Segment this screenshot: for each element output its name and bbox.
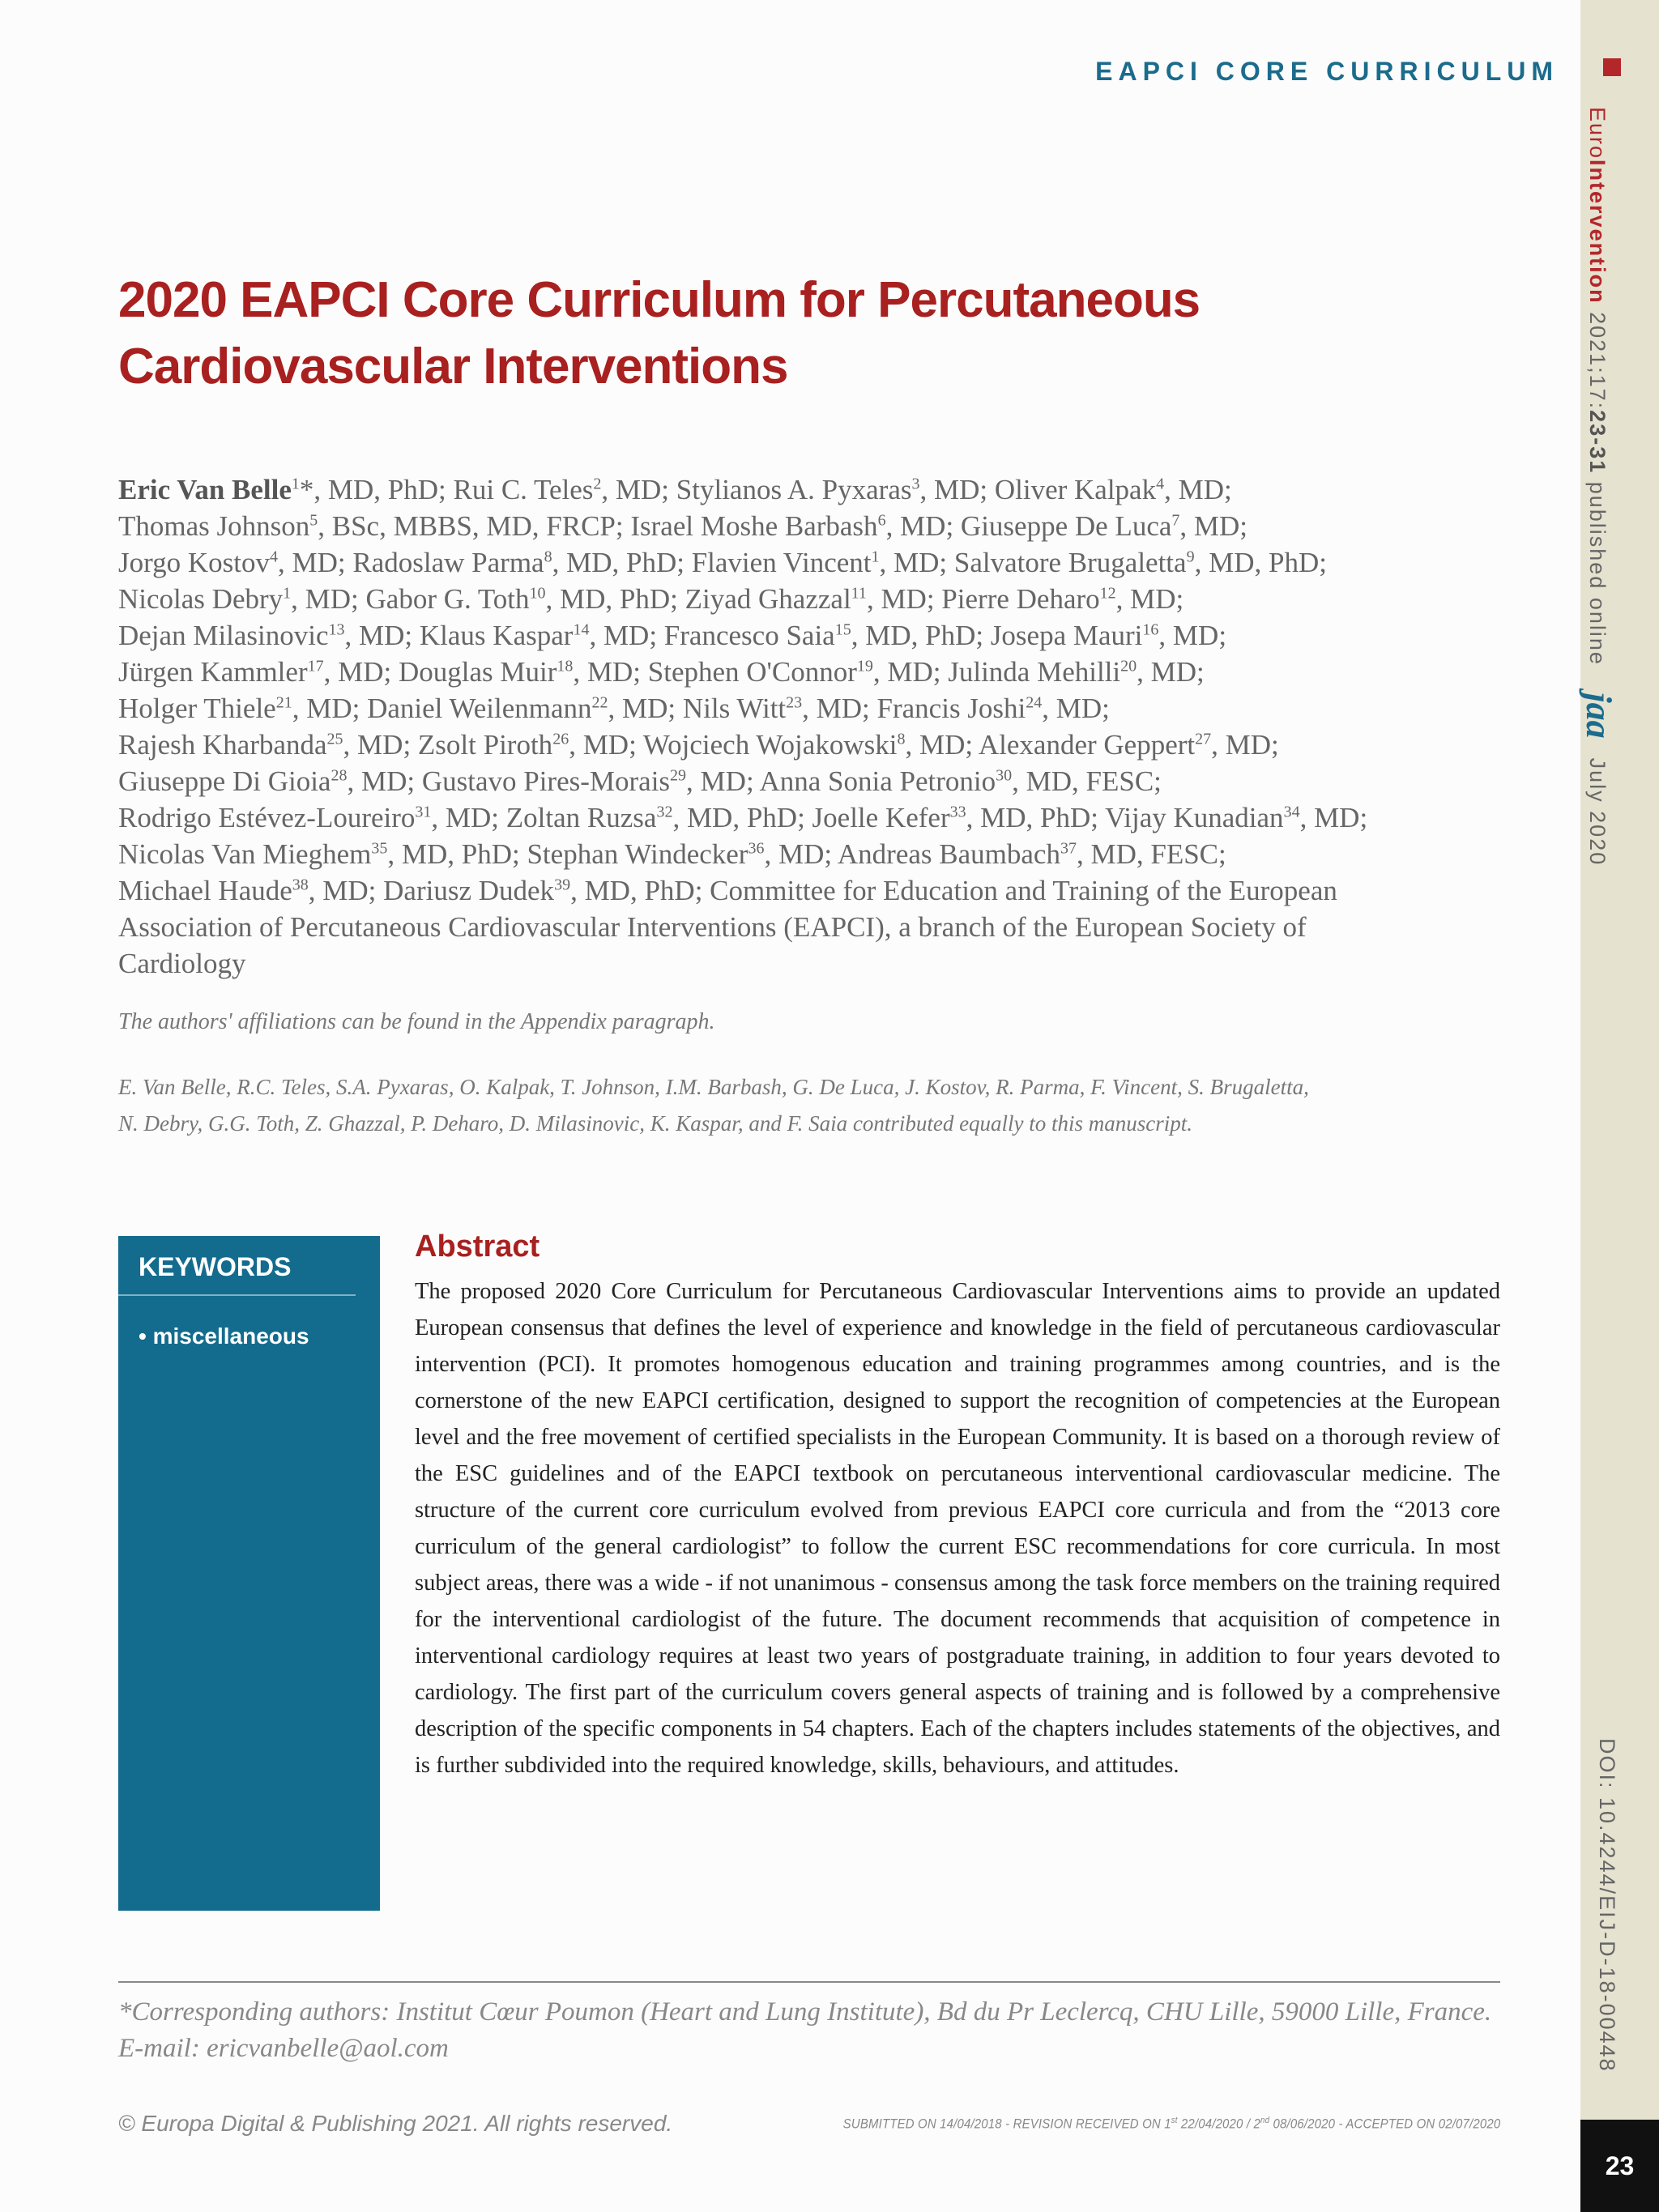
author-text: , MD, PhD; bbox=[1194, 547, 1327, 578]
author-text: , MD, PhD; Stephan Windecker bbox=[387, 838, 748, 870]
affiliation-marker: 16 bbox=[1142, 620, 1159, 639]
copyright: © Europa Digital & Publishing 2021. All rights reserved. bbox=[118, 2111, 673, 2136]
affiliation-marker: 2 bbox=[593, 475, 602, 493]
corresponding-address: *Corresponding authors: Institut Cœur Poumon (Heart and Lung Institute), Bd du Pr Leclercq, CHU Lille, 59000 Lille, France. bbox=[118, 1997, 1492, 2027]
author-text: , MD; Giuseppe De Luca bbox=[885, 510, 1172, 542]
affiliation-marker: 1 bbox=[283, 584, 292, 603]
author-text: , MD; bbox=[1299, 802, 1368, 833]
affiliation-marker: 39 bbox=[554, 876, 571, 894]
affiliation-marker: 7 bbox=[1171, 511, 1180, 530]
author-text: Association of Percutaneous Cardiovascular Interventions (EAPCI), a branch of the European Society of bbox=[118, 911, 1307, 943]
author-line bbox=[118, 836, 1512, 872]
author-text: , MD; Zsolt Piroth bbox=[343, 729, 553, 761]
author-line bbox=[118, 909, 1512, 945]
affiliation-marker: 9 bbox=[1186, 548, 1195, 566]
author-text: , MD; Gabor G. Toth bbox=[291, 583, 530, 615]
author-line bbox=[118, 690, 1512, 727]
keyword-item[interactable]: • miscellaneous bbox=[139, 1323, 309, 1349]
contrib-line-2: N. Debry, G.G. Toth, Z. Ghazzal, P. Deharo, D. Milasinovic, K. Kaspar, and F. Saia contributed equally to this manuscript. bbox=[118, 1111, 1193, 1136]
author-text: , MD; bbox=[1158, 620, 1227, 651]
affiliation-marker: 4 bbox=[270, 548, 279, 566]
author-text: , MD, FESC; bbox=[1076, 838, 1226, 870]
affiliation-marker: 18 bbox=[557, 657, 574, 676]
affiliation-marker: 37 bbox=[1060, 839, 1077, 858]
affiliation-marker: 8 bbox=[544, 548, 552, 566]
author-text: , MD; Klaus Kaspar bbox=[344, 620, 574, 651]
author-text: Rodrigo Estévez-Loureiro bbox=[118, 802, 416, 833]
author-text: , MD; Salvatore Brugaletta bbox=[879, 547, 1187, 578]
author-text: , MD, PhD; Vijay Kunadian bbox=[966, 802, 1284, 833]
author-text: , MD, PhD; Ziyad Ghazzal bbox=[545, 583, 851, 615]
journal-prefix: Euro bbox=[1585, 107, 1610, 160]
author-text: , MD; Julinda Mehilli bbox=[872, 656, 1121, 688]
journal-citation bbox=[1578, 107, 1619, 866]
author-text: , BSc, MBBS, MD, FRCP; Israel Moshe Barbash bbox=[318, 510, 878, 542]
corresponding-author bbox=[118, 1994, 1544, 2067]
affiliation-marker: 28 bbox=[331, 766, 348, 785]
author-text: , MD; Wojciech Wojakowski bbox=[569, 729, 898, 761]
author-line bbox=[118, 544, 1512, 581]
author-text: , MD; Zoltan Ruzsa bbox=[431, 802, 657, 833]
page-number: 23 bbox=[1580, 2120, 1659, 2212]
journal-sidebar bbox=[1580, 0, 1659, 2212]
affiliations-note: The authors' affiliations can be found in the Appendix paragraph. bbox=[118, 1009, 715, 1034]
author-text: , MD; bbox=[1115, 583, 1184, 615]
author-text: Thomas Johnson bbox=[118, 510, 310, 542]
abstract-title: Abstract bbox=[415, 1230, 540, 1264]
author-text: , MD; Radoslaw Parma bbox=[278, 547, 544, 578]
author-text: , MD; Andreas Baumbach bbox=[764, 838, 1060, 870]
author-text: *, MD, PhD; Rui C. Teles bbox=[299, 474, 594, 505]
affiliation-marker: 30 bbox=[996, 766, 1013, 785]
author-text: Michael Haude bbox=[118, 875, 292, 906]
author-text: Nicolas Debry bbox=[118, 583, 284, 615]
affiliation-marker: 36 bbox=[748, 839, 765, 858]
submitted-sup-2: nd bbox=[1260, 2116, 1269, 2125]
author-line bbox=[118, 945, 1512, 982]
author-text: , MD, PhD; Joelle Kefer bbox=[672, 802, 950, 833]
author-text: , MD, PhD; Committee for Education and Training of the European bbox=[570, 875, 1337, 906]
author-text: Nicolas Van Mieghem bbox=[118, 838, 372, 870]
author-text: , MD; Anna Sonia Petronio bbox=[686, 765, 996, 797]
affiliation-marker: 35 bbox=[371, 839, 388, 858]
footer-divider bbox=[118, 1981, 1500, 1983]
affiliation-marker: 17 bbox=[307, 657, 324, 676]
title-line-2: Cardiovascular Interventions bbox=[118, 339, 788, 394]
keywords-divider bbox=[118, 1294, 356, 1296]
author-line bbox=[118, 654, 1512, 690]
author-text: , MD; Stylianos A. Pyxaras bbox=[601, 474, 912, 505]
doi-text: DOI: 10.4244/EIJ-D-18-00448 bbox=[1595, 1738, 1619, 2073]
affiliation-marker: 19 bbox=[856, 657, 873, 676]
author-line bbox=[118, 471, 1512, 508]
author-text: , MD; bbox=[1164, 474, 1232, 505]
author-text: , MD; Stephen O'Connor bbox=[573, 656, 857, 688]
author-line bbox=[118, 508, 1512, 544]
publication-date: July 2020 bbox=[1585, 757, 1610, 867]
affiliation-marker: 24 bbox=[1026, 693, 1043, 712]
affiliation-marker: 23 bbox=[786, 693, 803, 712]
affiliation-marker: 1 bbox=[871, 548, 880, 566]
affiliation-marker: 15 bbox=[834, 620, 851, 639]
affiliation-marker: 10 bbox=[529, 584, 546, 603]
author-text: , MD, FESC; bbox=[1012, 765, 1162, 797]
author-line bbox=[118, 872, 1512, 909]
jaa-logo-icon: jaa bbox=[1579, 693, 1618, 739]
author-text: , MD; Oliver Kalpak bbox=[919, 474, 1157, 505]
author-list bbox=[118, 471, 1512, 982]
affiliation-marker: 29 bbox=[670, 766, 687, 785]
author-text: Dejan Milasinovic bbox=[118, 620, 329, 651]
author-line bbox=[118, 617, 1512, 654]
author-text: , MD; Douglas Muir bbox=[323, 656, 557, 688]
affiliation-marker: 14 bbox=[573, 620, 590, 639]
article-title bbox=[118, 267, 1414, 400]
affiliation-marker: 1 bbox=[291, 475, 300, 493]
submitted-sup-1: st bbox=[1171, 2116, 1178, 2125]
submitted-part-c: 08/06/2020 - ACCEPTED ON 02/07/2020 bbox=[1269, 2116, 1500, 2132]
affiliation-marker: 33 bbox=[949, 803, 966, 821]
author-text: Cardiology bbox=[118, 948, 246, 979]
author-text: , MD; bbox=[1137, 656, 1205, 688]
affiliation-marker: 3 bbox=[911, 475, 920, 493]
citation-volume: 2021;17: bbox=[1585, 304, 1610, 411]
journal-name: Intervention bbox=[1585, 160, 1610, 305]
author-text: Jorgo Kostov bbox=[118, 547, 271, 578]
author-text: Eric Van Belle bbox=[118, 474, 292, 505]
author-text: , MD; Dariusz Dudek bbox=[308, 875, 555, 906]
author-text: Jürgen Kammler bbox=[118, 656, 308, 688]
author-text: , MD; Alexander Geppert bbox=[905, 729, 1196, 761]
keywords-box bbox=[118, 1236, 380, 1911]
affiliation-marker: 34 bbox=[1283, 803, 1300, 821]
affiliation-marker: 12 bbox=[1099, 584, 1116, 603]
author-text: , MD; Daniel Weilenmann bbox=[292, 693, 592, 724]
author-text: Holger Thiele bbox=[118, 693, 276, 724]
affiliation-marker: 26 bbox=[552, 730, 569, 748]
submission-dates bbox=[842, 2116, 1500, 2133]
abstract-body: The proposed 2020 Core Curriculum for Percutaneous Cardiovascular Interventions aims to provide an updated European consensus that defines the level of experience and knowledge in the field of percutaneous cardiovascular intervention (PCI). It promotes homogenous education and training programmes among countries, and is the cornerstone of the new EAPCI certification, designed to support the recognition of competencies at the European level and the free movement of certified specialists in the European Community. It is based on a thorough review of the ESC guidelines and of the EAPCI textbook on percutaneous interventional cardiovascular medicine. The structure of the current core curriculum evolved from previous EAPCI core curricula and from the “2013 core curriculum of the general cardiologist” to follow the current ESC recommendations for core curricula. In most subject areas, there was a wide - if not unanimous - consensus among the task force members on the training required for the interventional cardiologist of the future. The document recommends that acquisition of competence in interventional cardiology requires at least two years of postgraduate training, in addition to four years devoted to cardiology. The first part of the curriculum covers general aspects of training and is followed by a comprehensive description of the specific components in 54 chapters. Each of the chapters includes statements of the objectives, and is further subdivided into the required knowledge, skills, behaviours, and attitudes. bbox=[415, 1279, 1500, 1778]
affiliation-marker: 31 bbox=[415, 803, 432, 821]
affiliation-marker: 25 bbox=[326, 730, 343, 748]
equal-contribution-note bbox=[118, 1069, 1536, 1142]
author-text: , MD; Nils Witt bbox=[608, 693, 787, 724]
author-line bbox=[118, 727, 1512, 763]
affiliation-marker: 4 bbox=[1156, 475, 1165, 493]
affiliation-marker: 11 bbox=[851, 584, 867, 603]
affiliation-marker: 13 bbox=[328, 620, 345, 639]
author-text: , MD; bbox=[1211, 729, 1279, 761]
section-header: EAPCI CORE CURRICULUM bbox=[1095, 57, 1559, 86]
submitted-part-b: 22/04/2020 / 2 bbox=[1177, 2116, 1260, 2132]
author-text: , MD, PhD; Flavien Vincent bbox=[552, 547, 872, 578]
author-text: , MD; Francesco Saia bbox=[589, 620, 835, 651]
submitted-part-a: SUBMITTED ON 14/04/2018 - REVISION RECEIVED ON 1 bbox=[842, 2116, 1171, 2132]
contrib-line-1: E. Van Belle, R.C. Teles, S.A. Pyxaras, O. Kalpak, T. Johnson, I.M. Barbash, G. De Luca, J. Kostov, R. Parma, F. Vincent, S. Brugaletta, bbox=[118, 1075, 1309, 1099]
author-line bbox=[118, 581, 1512, 617]
author-text: Giuseppe Di Gioia bbox=[118, 765, 331, 797]
author-text: , MD; bbox=[1179, 510, 1248, 542]
affiliation-marker: 22 bbox=[591, 693, 608, 712]
affiliation-marker: 21 bbox=[275, 693, 292, 712]
affiliation-marker: 5 bbox=[309, 511, 318, 530]
affiliation-marker: 27 bbox=[1195, 730, 1212, 748]
author-text: , MD; Pierre Deharo bbox=[866, 583, 1100, 615]
affiliation-marker: 6 bbox=[877, 511, 886, 530]
author-text: , MD; bbox=[1042, 693, 1110, 724]
corresponding-email[interactable]: E-mail: ericvanbelle@aol.com bbox=[118, 2034, 449, 2063]
published-online: published online bbox=[1585, 474, 1610, 674]
author-text: , MD; Francis Joshi bbox=[802, 693, 1026, 724]
affiliation-marker: 20 bbox=[1120, 657, 1137, 676]
citation-pages: 23-31 bbox=[1585, 410, 1610, 475]
author-text: Rajesh Kharbanda bbox=[118, 729, 327, 761]
author-line bbox=[118, 763, 1512, 799]
author-text: , MD; Gustavo Pires-Morais bbox=[347, 765, 671, 797]
red-square-marker bbox=[1603, 58, 1621, 76]
author-line bbox=[118, 799, 1512, 836]
affiliation-marker: 8 bbox=[897, 730, 906, 748]
author-text: , MD, PhD; Josepa Mauri bbox=[851, 620, 1143, 651]
affiliation-marker: 32 bbox=[656, 803, 673, 821]
title-line-1: 2020 EAPCI Core Curriculum for Percutaneous bbox=[118, 272, 1201, 328]
affiliation-marker: 38 bbox=[292, 876, 309, 894]
keywords-title: KEYWORDS bbox=[139, 1252, 292, 1281]
